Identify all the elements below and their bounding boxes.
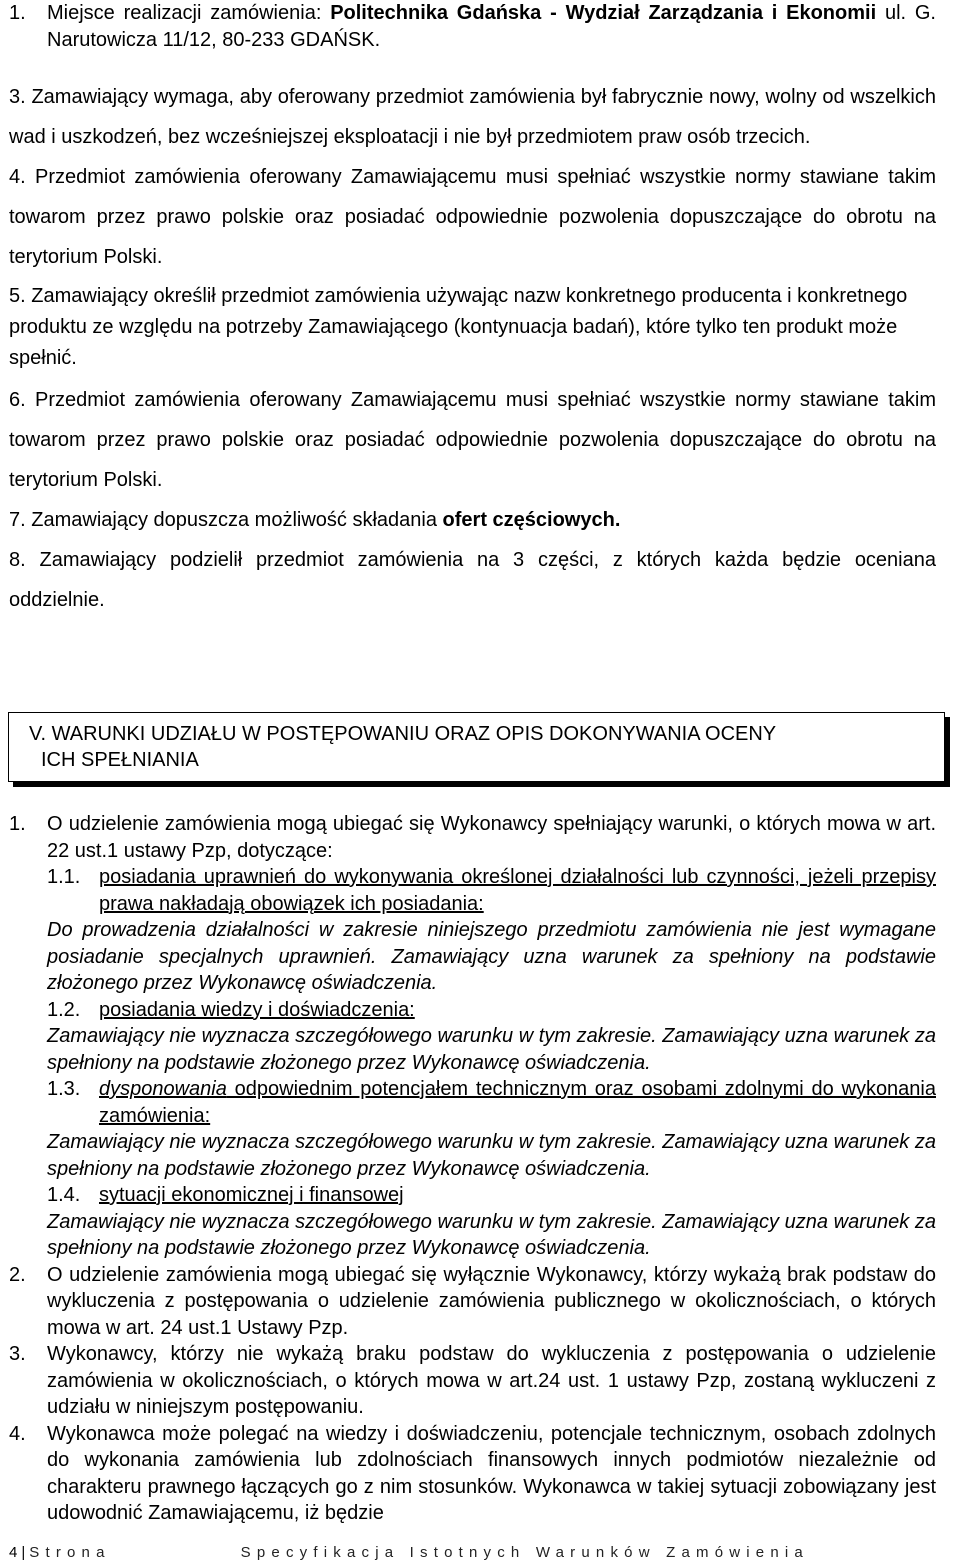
footer-strona: Strona	[29, 1544, 111, 1561]
sub-number: 1.4.	[47, 1184, 81, 1206]
sub-title: posiadania uprawnień do wykonywania określonej działalności lub czynności, jeżeli przepisy prawa nakładają obowiązek ich posiadania:	[99, 866, 936, 915]
location-bold: Politechnika Gdańska - Wydział Zarządzania i Ekonomii	[330, 2, 877, 24]
sub-number: 1.3.	[47, 1078, 81, 1100]
footer-separator: |	[21, 1544, 26, 1561]
item-number: 2.	[9, 1263, 26, 1286]
partial-offers-bold: ofert częściowych.	[442, 509, 621, 531]
item-text: Miejsce realizacji zamówienia: Politechnika Gdańska - Wydział Zarządzania i Ekonomii ul. G. Narutowicza 11/12, 80-233 GDAŃSK.	[47, 2, 936, 51]
item-text: Przedmiot zamówienia oferowany Zamawiającemu musi spełniać wszystkie normy stawiane takim towarom przez prawo polskie oraz posiadać odpowiednie pozwolenia dopuszczające do obrotu na terytorium Polski.	[9, 389, 936, 491]
participation-conditions	[9, 811, 936, 1527]
section-heading-line1: V. WARUNKI UDZIAŁU W POSTĘPOWANIU ORAZ OPIS DOKONYWANIA OCENY	[29, 723, 777, 745]
item-number: 7.	[9, 509, 32, 531]
sub-item-1-4	[9, 1182, 936, 1262]
item-number: 4.	[9, 166, 36, 188]
v-item-3	[9, 1341, 936, 1421]
item-6	[9, 380, 936, 500]
sub-item-1-2	[9, 997, 936, 1077]
sub-body: Do prowadzenia działalności w zakresie niniejszego przedmiotu zamówienia nie jest wymagane posiadanie specjalnych uprawnień. Zamawiający uzna warunek za spełniony na podstawie złożonego przez Wykonawcę oświadczenia.	[47, 919, 936, 994]
page-footer	[9, 1544, 809, 1562]
item-number: 3.	[9, 86, 32, 108]
sub-body: Zamawiający nie wyznacza szczegółowego warunku w tym zakresie. Zamawiający uzna warunek za spełniony na podstawie złożonego przez Wykonawcę oświadczenia.	[47, 1131, 936, 1180]
item-number: 3.	[9, 1343, 26, 1365]
item-8	[9, 540, 936, 620]
sub-item-1-3	[9, 1076, 936, 1182]
v-item-1	[9, 811, 936, 864]
sub-body: Zamawiający nie wyznacza szczegółowego warunku w tym zakresie. Zamawiający uzna warunek za spełniony na podstawie złożonego przez Wykonawcę oświadczenia.	[47, 1210, 936, 1259]
item-text: Zamawiający wymaga, aby oferowany przedmiot zamówienia był fabrycznie nowy, wolny od wszelkich wad i uszkodzeń, bez wcześniejszej eksploatacji i nie był przedmiotem praw osób trzecich.	[9, 86, 936, 148]
item-text: Wykonawca może polegać na wiedzy i doświadczeniu, potencjale technicznym, osobach zdolnych do wykonania zamówienia lub zdolnościach finansowych innych podmiotów niezależnie od charakteru prawnego łączących go z nim stosunków. Wykonawca w takiej sytuacji zobowiązany jest udowodnić Zamawiającemu, iż będzie	[47, 1422, 936, 1524]
item-number: 6.	[9, 389, 36, 411]
sub-title: sytuacji ekonomicznej i finansowej	[99, 1184, 404, 1206]
item-number: 8.	[9, 549, 40, 571]
item-text: Zamawiający podzielił przedmiot zamówienia na 3 części, z których każda będzie oceniana oddzielnie.	[9, 549, 936, 611]
page-number: 4	[9, 1544, 18, 1561]
conditions-list	[9, 77, 936, 620]
item-number: 5.	[9, 285, 32, 307]
item-1	[9, 0, 936, 54]
item-7	[9, 500, 936, 540]
item-text: Przedmiot zamówienia oferowany Zamawiającemu musi spełniać wszystkie normy stawiane takim towarom przez prawo polskie oraz posiadać odpowiednie pozwolenia dopuszczające do obrotu na terytorium Polski.	[9, 166, 936, 268]
item-5	[9, 281, 936, 374]
item-text: O udzielenie zamówienia mogą ubiegać się Wykonawcy spełniający warunki, o których mowa w art. 22 ust.1 ustawy Pzp, dotyczące:	[47, 813, 936, 862]
sub-title: dysponowania odpowiednim potencjałem technicznym oraz osobami zdolnymi do wykonania zamówienia:	[99, 1078, 936, 1127]
item-text: Wykonawcy, którzy nie wykażą braku podstaw do wykluczenia z postępowania o udzielenie zamówienia w okolicznościach, o których mowa w art.24 ust. 1 ustawy Pzp, zostaną wykluczeni z udziału w niniejszym postępowaniu.	[47, 1343, 936, 1418]
sub-item-1-1	[9, 864, 936, 997]
v-item-4	[9, 1421, 936, 1527]
item-text: O udzielenie zamówienia mogą ubiegać się wyłącznie Wykonawcy, którzy wykażą brak podstaw do wykluczenia z postępowania o udzielenie zamówienia publicznego w okolicznościach, o których mowa w art. 24 ust.1 Ustawy Pzp.	[47, 1263, 936, 1339]
sub-number: 1.1.	[47, 866, 81, 888]
sub-body: Zamawiający nie wyznacza szczegółowego warunku w tym zakresie. Zamawiający uzna warunek za spełniony na podstawie złożonego przez Wykonawcę oświadczenia.	[47, 1025, 936, 1074]
sub-title: posiadania wiedzy i doświadczenia:	[99, 998, 415, 1021]
section-heading-box	[8, 712, 945, 782]
item-number: 4.	[9, 1422, 26, 1445]
item-number: 1.	[9, 813, 26, 835]
item-text: Zamawiający określił przedmiot zamówienia używając nazw konkretnego producenta i konkretnego produktu ze względu na potrzeby Zamawiającego (kontynuacja badań), które tylko ten produkt może spełnić.	[9, 285, 908, 369]
sub-number: 1.2.	[47, 998, 81, 1021]
item-number: 1.	[9, 2, 26, 24]
item-4	[9, 157, 936, 277]
section-heading-line2: ICH SPEŁNIANIA	[41, 749, 199, 771]
item-3	[9, 77, 936, 157]
footer-document-title: Specyfikacja Istotnych Warunków Zamówienia	[240, 1544, 809, 1561]
item-text: Zamawiający dopuszcza możliwość składania	[31, 509, 443, 531]
v-item-2	[9, 1262, 936, 1342]
